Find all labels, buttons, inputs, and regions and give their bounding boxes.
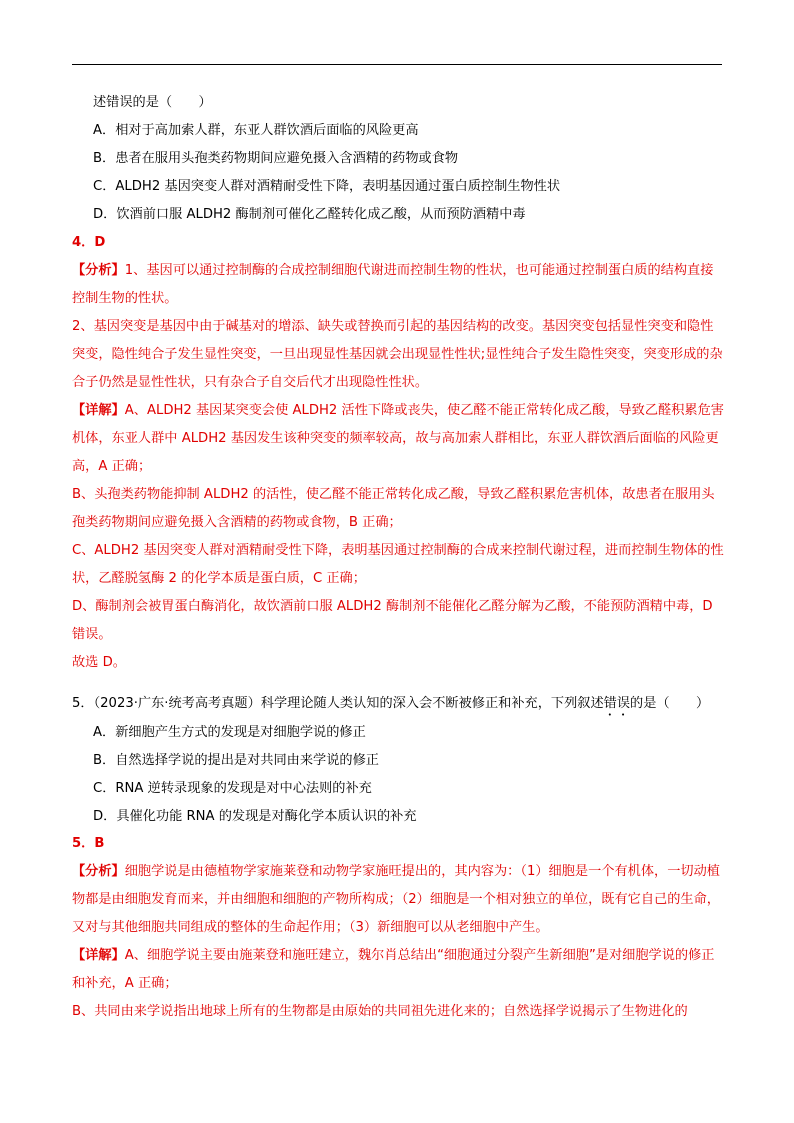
option-d: D．具催化功能 RNA 的发现是对酶化学本质认识的补充	[93, 809, 417, 824]
detail-label: 【详解】	[72, 948, 125, 963]
answer-label: 5．B	[72, 836, 105, 851]
detail-label: 【详解】	[72, 403, 125, 418]
analysis-paragraph-2: 2、基因突变是基因中由于碱基对的增添、缺失或替换而引起的基因结构的改变。基因突变包括显性突变和隐性突变，隐性纯合子发生显性突变，一旦出现显性基因就会出现显性性状;显性纯合子发生隐性突变，突变形成的杂合子仍然是显性性状，只有杂合子自交后代才出现隐性性状。	[72, 319, 723, 390]
detail-paragraph-d: D、酶制剂会被胃蛋白酶消化，故饮酒前口服 ALDH2 酶制剂不能催化乙醛分解为乙酸，不能预防酒精中毒，D 错误。	[72, 599, 713, 642]
option-a: A．相对于高加索人群，东亚人群饮酒后面临的风险更高	[93, 123, 419, 138]
option-c: C．RNA 逆转录现象的发现是对中心法则的补充	[93, 781, 372, 796]
analysis-paragraph-1: 【分析】1、基因可以通过控制酶的合成控制细胞代谢进而控制生物的性状，也可能通过控制蛋白质的结构直接控制生物的性状。	[72, 263, 714, 306]
emphasis-word: 错误	[603, 696, 631, 711]
option-c: C．ALDH2 基因突变人群对酒精耐受性下降，表明基因通过蛋白质控制生物性状	[93, 179, 561, 194]
option-b: B．自然选择学说的提出是对共同由来学说的修正	[93, 753, 379, 768]
question-stem-end: 述错误的是（ ）	[93, 95, 212, 110]
question-stem: 5．（2023·广东·统考高考真题）科学理论随人类认知的深入会不断被修正和补充，下列叙述错误的是（ ）	[72, 696, 710, 711]
analysis-label: 【分析】	[72, 263, 125, 278]
answer-5	[72, 830, 724, 1026]
detail-paragraph-b: B、头孢类药物能抑制 ALDH2 的活性，使乙醛不能正常转化成乙酸，导致乙醛积累危害机体，故患者在服用头孢类药物期间应避免摄入含酒精的药物或食物，B 正确；	[72, 487, 715, 530]
detail-paragraph-b: B、共同由来学说指出地球上所有的生物都是由原始的共同祖先进化来的；自然选择学说揭示了生物进化的	[72, 1004, 688, 1019]
answer-label: 4．D	[72, 235, 106, 250]
conclusion: 故选 D。	[72, 655, 126, 670]
header-rule	[72, 64, 722, 65]
answer-4	[72, 229, 724, 677]
detail-paragraph-a: 【详解】A、细胞学说主要由施莱登和施旺建立，魏尔肖总结出“细胞通过分裂产生新细胞”是对细胞学说的修正和补充，A 正确；	[72, 948, 715, 991]
detail-paragraph-c: C、ALDH2 基因突变人群对酒精耐受性下降，表明基因通过控制酶的合成来控制代谢过程，进而控制生物体的性状，乙醛脱氢酶 2 的化学本质是蛋白质，C 正确；	[72, 543, 724, 586]
option-b: B．患者在服用头孢类药物期间应避免摄入含酒精的药物或食物	[93, 151, 459, 166]
question-4-tail	[72, 89, 724, 229]
option-d: D．饮酒前口服 ALDH2 酶制剂可催化乙醛转化成乙酸，从而预防酒精中毒	[93, 207, 526, 222]
detail-paragraph-a: 【详解】A、ALDH2 基因某突变会使 ALDH2 活性下降或丧失，使乙醛不能正常转化成乙酸，导致乙醛积累危害机体，东亚人群中 ALDH2 基因发生该种突变的频率较高，故与高加索人群相比，东亚人群饮酒后面临的风险更高，A 正确；	[72, 403, 724, 474]
question-5	[72, 690, 724, 831]
option-a: A．新细胞产生方式的发现是对细胞学说的修正	[93, 725, 366, 740]
analysis-label: 【分析】	[72, 864, 125, 879]
analysis-paragraph: 【分析】细胞学说是由德植物学家施莱登和动物学家施旺提出的，其内容为：（1）细胞是一个有机体，一切动植物都是由细胞发育而来，并由细胞和细胞的产物所构成；（2）细胞是一个相对独立的单位，既有它自己的生命，又对与其他细胞共同组成的整体的生命起作用；（3）新细胞可以从老细胞中产生。	[72, 864, 720, 935]
